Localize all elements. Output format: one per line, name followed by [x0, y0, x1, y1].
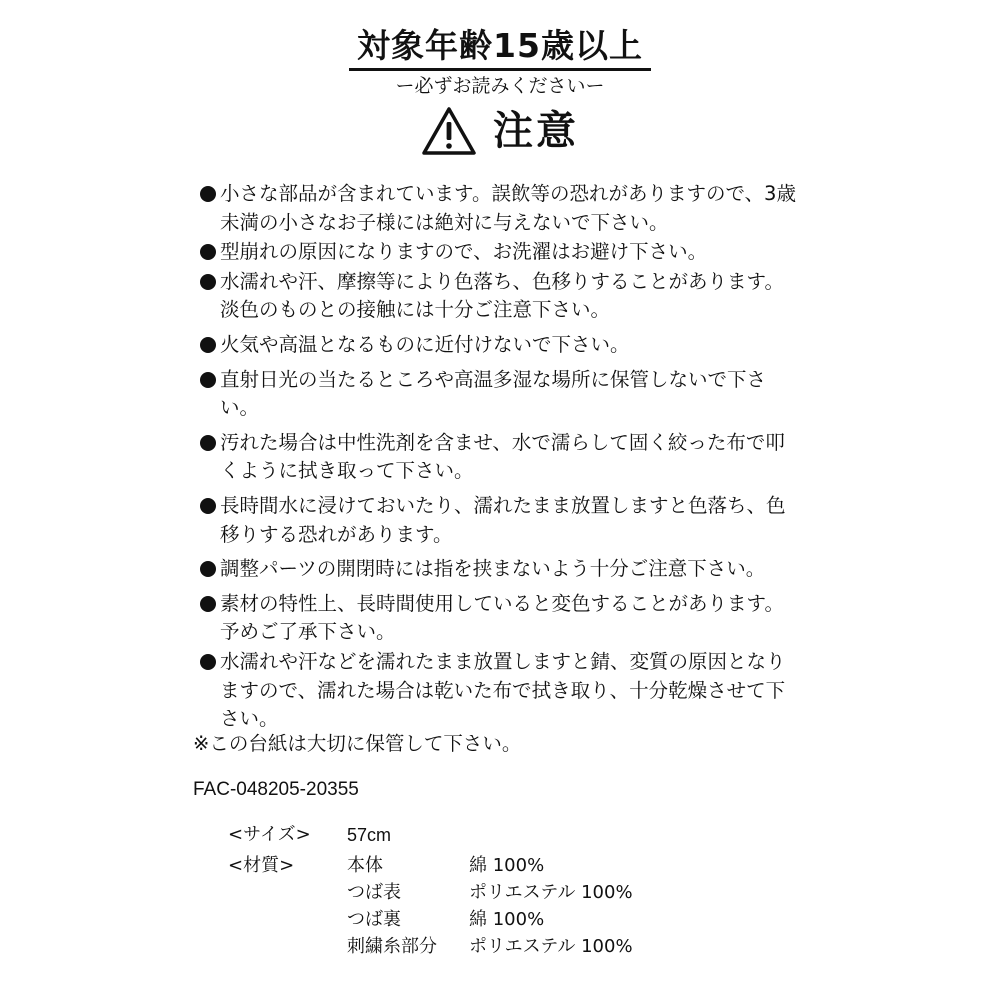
warning-triangle-icon	[421, 106, 477, 156]
size-value: 57cm	[347, 825, 392, 845]
material-value: 綿 100%	[469, 909, 545, 930]
age-notice-text: 対象年齢15歳以上	[349, 26, 651, 71]
material-part: 刺繍糸部分	[347, 936, 437, 957]
caution-item: 汚れた場合は中性洗剤を含ませ、水で濡らして固く絞った布で叩くように拭き取って下さい。	[200, 429, 800, 486]
caution-item: 水濡れや汗などを濡れたまま放置しますと錆、変質の原因となりますので、濡れた場合は乾いた布で拭き取り、十分乾燥させて下さい。	[200, 648, 800, 734]
caution-item: 型崩れの原因になりますので、お洗濯はお避け下さい。	[200, 238, 800, 267]
caution-item: 火気や高温となるものに近付けないで下さい。	[200, 331, 800, 360]
keep-card-note: ※この台紙は大切に保管して下さい。	[193, 732, 522, 755]
caution-item: 調整パーツの開閉時には指を挟まないよう十分ご注意下さい。	[200, 555, 800, 584]
material-value: 綿 100%	[469, 855, 545, 876]
size-label: <サイズ>	[228, 824, 311, 845]
caution-item: 素材の特性上、長時間使用していると変色することがあります。予めご了承下さい。	[200, 590, 800, 647]
must-read-subtitle: ー必ずお読みくださいー	[395, 75, 605, 97]
material-label: <材質>	[228, 855, 295, 876]
material-value: ポリエステル 100%	[469, 882, 633, 903]
caution-list	[200, 180, 800, 734]
caution-item: 水濡れや汗、摩擦等により色落ち、色移りすることがあります。淡色のものとの接触には十分ご注意下さい。	[200, 268, 800, 325]
caution-item: 小さな部品が含まれています。誤飲等の恐れがありますので、3歳未満の小さなお子様には絶対に与えないで下さい。	[200, 180, 800, 237]
material-value: ポリエステル 100%	[469, 936, 633, 957]
caution-item: 長時間水に浸けておいたり、濡れたまま放置しますと色落ち、色移りする恐れがあります。	[200, 492, 800, 549]
material-part: 本体	[347, 855, 383, 876]
caution-heading	[0, 104, 1000, 158]
caution-item: 直射日光の当たるところや高温多湿な場所に保管しないで下さい。	[200, 366, 800, 423]
material-part: つば裏	[347, 909, 401, 930]
product-code: FAC-048205-20355	[193, 779, 359, 800]
material-part: つば表	[347, 882, 401, 903]
caution-title: 注意	[493, 108, 579, 154]
age-notice	[0, 26, 1000, 71]
